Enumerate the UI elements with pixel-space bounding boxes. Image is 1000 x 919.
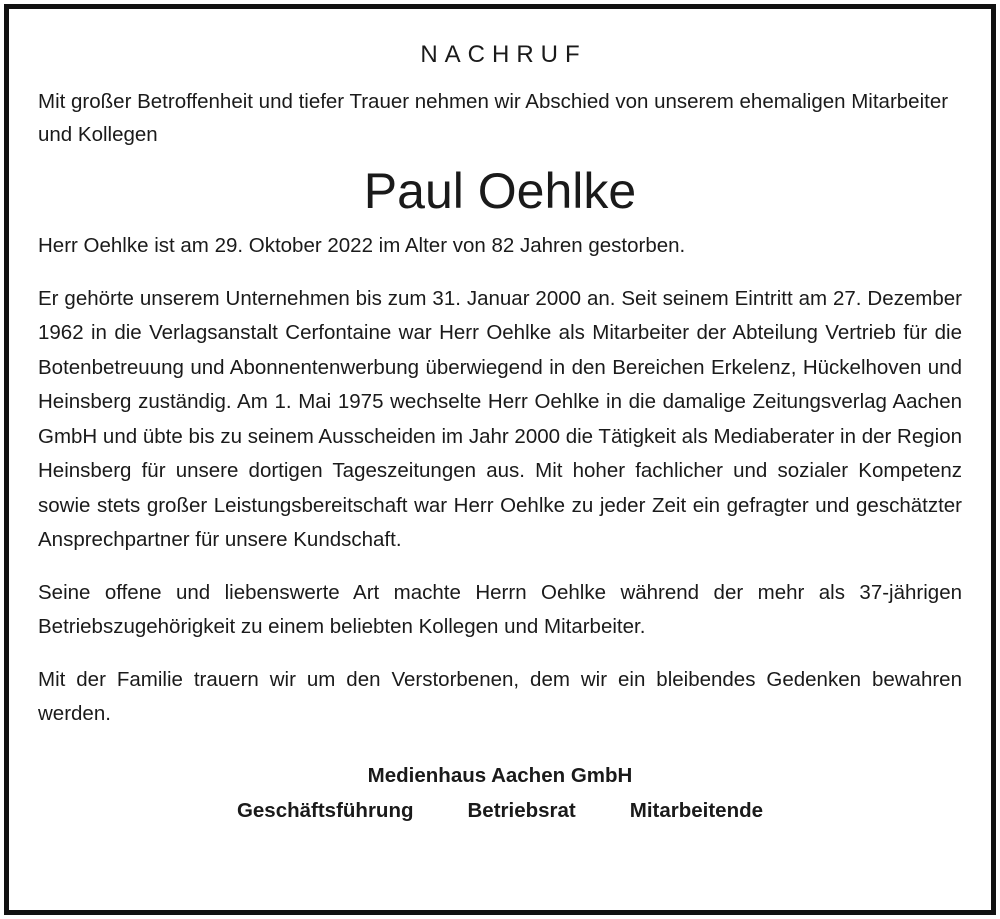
- obituary-notice: [38, 34, 962, 828]
- paragraph-death: Herr Oehlke ist am 29. Oktober 2022 im Alter von 82 Jahren gestorben.: [38, 234, 686, 257]
- signature-company: Medienhaus Aachen GmbH: [367, 763, 633, 787]
- paragraph-career: Er gehörte unserem Unternehmen bis zum 31. Januar 2000 an. Seit seinem Eintritt am 27. Dezember 1962 in die Verlagsanstalt Cerfontaine war Herr Oehlke als Mitarbeiter der Abteilung Vertrieb für die Botenbetreuung und Abonnentenwerbung überwiegend in den Bereichen Erkelenz, Hückelhoven und Heinsberg zuständig. Am 1. Mai 1975 wechselte Herr Oehlke in die damalige Zeitungsverlag Aachen GmbH und übte bis zu seinem Ausscheiden im Jahr 2000 die Tätigkeit als Mediaberater in der Region Heinsberg für unsere dortigen Tageszeitungen aus. Mit hoher fachlicher und sozialer Kompetenz sowie stets großer Leistungsbereitschaft war Herr Oehlke zu jeder Zeit ein gefragter und geschätzter Ansprechpartner für unsere Kundschaft.: [38, 286, 962, 551]
- deceased-name: Paul Oehlke: [363, 163, 637, 219]
- intro-text: Mit großer Betroffenheit und tiefer Trauer nehmen wir Abschied von unserem ehemaligen Mitarbeiter und Kollegen: [38, 90, 949, 146]
- signature-works-council: Betriebsrat: [467, 798, 576, 822]
- signature-groups: [38, 794, 962, 828]
- notice-heading: NACHRUF: [420, 41, 587, 68]
- paragraph-character: Seine offene und liebenswerte Art machte Herrn Oehlke während der mehr als 37-jährigen Betriebszugehörigkeit zu einem beliebten Kollegen und Mitarbeiter.: [38, 580, 962, 638]
- signature-management: Geschäftsführung: [236, 798, 414, 822]
- signature-employees: Mitarbeitende: [629, 798, 764, 822]
- paragraph-condolence: Mit der Familie trauern wir um den Verstorbenen, dem wir ein bleibendes Gedenken bewahren werden.: [38, 667, 962, 725]
